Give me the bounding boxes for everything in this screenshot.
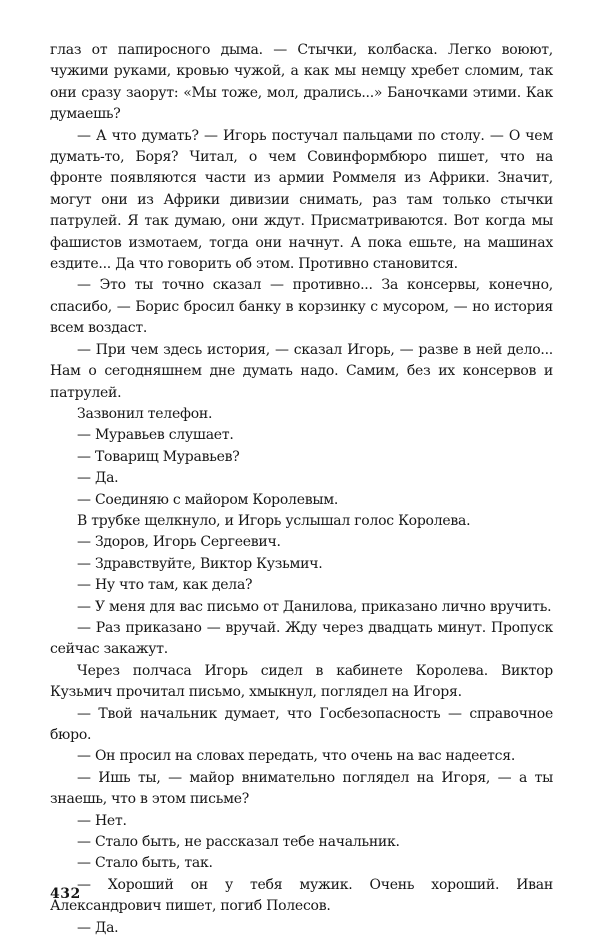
- paragraph: — Стало быть, так.: [77, 855, 213, 872]
- paragraph: — Твой начальник думает, что Госбезопасность — справочное бюро.: [50, 705, 553, 743]
- paragraph: — Здоров, Игорь Сергеевич.: [77, 534, 281, 551]
- paragraph: Через полчаса Игорь сидел в кабинете Королева. Виктор Кузьмич прочитал письмо, хмыкнул, поглядел на Игоря.: [50, 662, 553, 701]
- paragraph: — Это ты точно сказал — противно... За консервы, конечно, спасибо, — Борис бросил банку в корзинку с мусором, — но история всем воздаст.: [50, 277, 553, 337]
- paragraph: — Он просил на словах передать, что очень на вас надеется.: [77, 748, 516, 765]
- paragraph: — Муравьев слушает.: [77, 427, 234, 444]
- paragraph: — У меня для вас письмо от Данилова, приказано лично вручить.: [77, 598, 552, 615]
- paragraph: — При чем здесь история, — сказал Игорь, — разве в ней дело... Нам о сегодняшнем дне думать надо. Самим, без их консервов и патрулей.: [50, 341, 553, 401]
- paragraph: — Стало быть, не рассказал тебе начальник.: [77, 834, 400, 851]
- paragraph: — Ну что там, как дела?: [77, 577, 253, 594]
- book-page-text: [50, 40, 553, 939]
- paragraph: В трубке щелкнуло, и Игорь услышал голос Королева.: [77, 512, 471, 529]
- paragraph: — Ишь ты, — майор внимательно поглядел на Игоря, — а ты знаешь, что в этом письме?: [50, 769, 553, 808]
- paragraph: — А что думать? — Игорь постучал пальцами по столу. — О чем думать-то, Боря? Читал, о чем Совинформбюро пишет, что на фронте появляются части из армии Роммеля из Африки. Значит, могут они из Африки дивизии снимать, раз там только стычки патрулей. Я так думаю, они ждут. Присматриваются. Вот когда мы фашистов измотаем, тогда они начнут. А пока ешьте, на машинах ездите... Да что говорить об этом. Противно становится.: [50, 127, 553, 273]
- paragraph: — Да.: [77, 470, 119, 487]
- paragraph: — Соединяю с майором Королевым.: [77, 491, 339, 508]
- paragraph: — Здравствуйте, Виктор Кузьмич.: [77, 555, 323, 572]
- page-number: 432: [50, 886, 81, 902]
- paragraph: — Раз приказано — вручай. Жду через двадцать минут. Пропуск сейчас закажут.: [50, 619, 553, 658]
- paragraph: — Да.: [77, 919, 119, 936]
- paragraph: — Нет.: [77, 812, 127, 829]
- paragraph: — Товарищ Муравьев?: [77, 448, 240, 465]
- paragraph: Зазвонил телефон.: [77, 405, 213, 422]
- paragraph: — Хороший он у тебя мужик. Очень хороший. Иван Александрович пишет, погиб Полесов.: [50, 876, 553, 915]
- paragraph: глаз от папиросного дыма. — Стычки, колбаска. Легко воюют, чужими руками, кровью чужой, а как мы немцу хребет сломим, так они сразу заорут: «Мы тоже, мол, дрались...» Баночками этими. Как думаешь?: [50, 42, 553, 123]
